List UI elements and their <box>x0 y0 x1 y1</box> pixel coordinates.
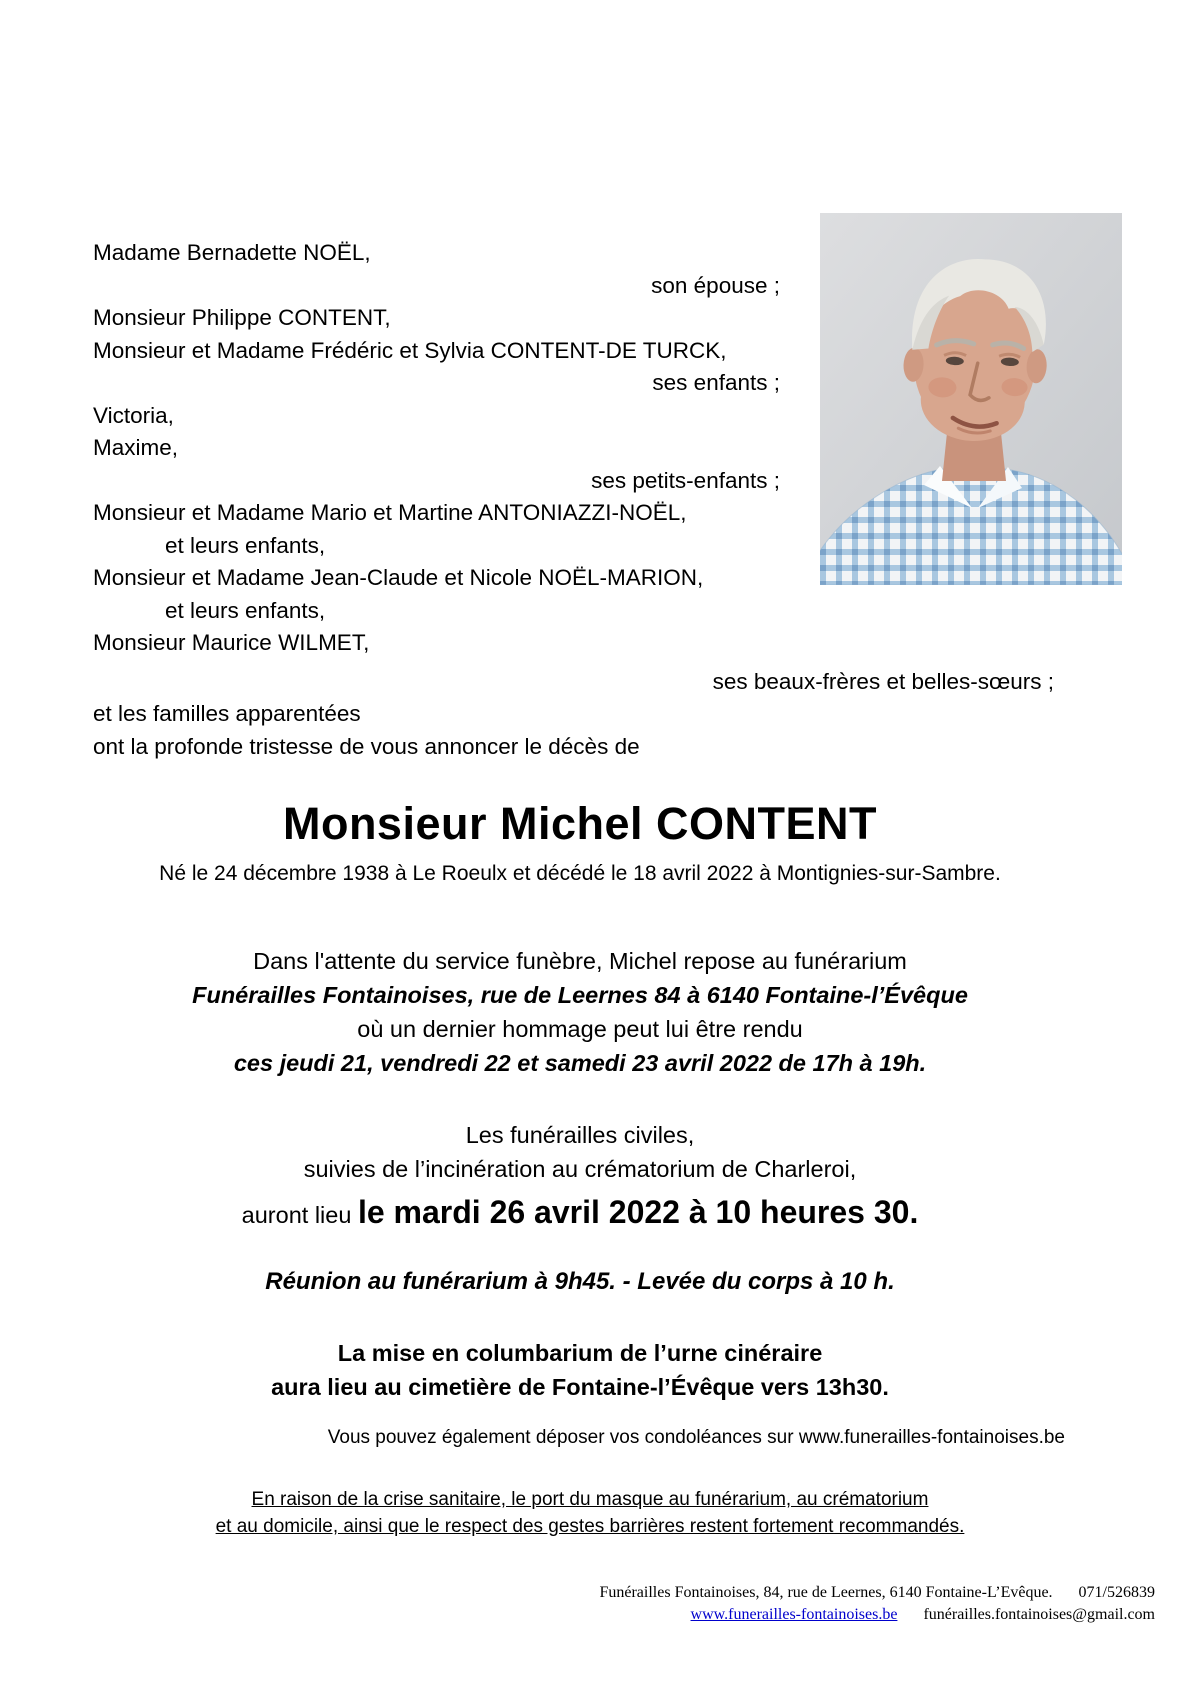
funeral-home-footer <box>599 1582 1155 1626</box>
columbarium-line: aura lieu au cimetière de Fontaine-l’Évêque vers 13h30. <box>271 1374 889 1400</box>
family-line: Monsieur et Madame Mario et Martine ANTONIAZZI-NOËL, <box>93 500 687 525</box>
footer-address: Funérailles Fontainoises, 84, rue de Leernes, 6140 Fontaine-L’Evêque. <box>599 1584 1053 1601</box>
relation-label: ses petits-enfants ; <box>591 467 780 493</box>
footer-website-link[interactable]: www.funerailles-fontainoises.be <box>690 1606 898 1623</box>
deceased-name: Monsieur Michel CONTENT <box>282 798 878 849</box>
announcement-line: ont la profonde tristesse de vous annoncer le décès de <box>93 733 640 759</box>
footer-email: funérailles.fontainoises@gmail.com <box>923 1606 1155 1623</box>
sanitary-notice <box>10 1486 1170 1540</box>
funeral-datetime-line <box>0 1190 1160 1237</box>
cremation-info: suivies de l’incinération au crématorium de Charleroi, <box>303 1156 857 1182</box>
family-line: Monsieur et Madame Frédéric et Sylvia CONTENT-DE TURCK, <box>93 337 727 363</box>
columbarium-line: La mise en columbarium de l’urne cinéraire <box>337 1340 823 1366</box>
funeral-info <box>0 1118 1160 1237</box>
family-line: Victoria, <box>93 402 174 428</box>
family-line-indented: et leurs enfants, <box>165 597 326 623</box>
relation-label: son épouse ; <box>651 272 780 298</box>
wake-tribute: où un dernier hommage peut lui être rendu <box>357 1016 803 1042</box>
family-line: Monsieur Maurice WILMET, <box>93 630 370 655</box>
meeting-info: Réunion au funérarium à 9h45. - Levée du corps à 10 h. <box>265 1268 895 1295</box>
sanitary-line: En raison de la crise sanitaire, le port du masque au funérarium, au crématorium <box>251 1489 929 1510</box>
funeral-home-address: Funérailles Fontainoises, rue de Leernes 84 à 6140 Fontaine-l’Évêque <box>192 982 968 1008</box>
family-list <box>93 237 1054 763</box>
wake-schedule: ces jeudi 21, vendredi 22 et samedi 23 avril 2022 de 17h à 19h. <box>233 1050 927 1076</box>
family-line: Maxime, <box>93 435 179 460</box>
life-dates: Né le 24 décembre 1938 à Le Roeulx et décédé le 18 avril 2022 à Montignies-sur-Sambre. <box>159 862 1001 885</box>
funeral-datetime: le mardi 26 avril 2022 à 10 heures 30. <box>357 1194 919 1230</box>
condolences-note: Vous pouvez également déposer vos condoléances sur www.funerailles-fontainoises.be <box>327 1427 1065 1448</box>
relation-label: ses beaux-frères et belles-sœurs ; <box>712 668 1054 694</box>
family-line: Madame Bernadette NOËL, <box>93 240 371 265</box>
funeral-type: Les funérailles civiles, <box>465 1122 695 1148</box>
funeral-datetime-prefix: auront lieu <box>241 1202 358 1228</box>
footer-phone: 071/526839 <box>1078 1584 1155 1601</box>
columbarium-info <box>0 1336 1160 1404</box>
family-line: Monsieur et Madame Jean-Claude et Nicole NOËL-MARION, <box>93 565 704 590</box>
family-line: et les familles apparentées <box>93 701 361 726</box>
footer-address-line <box>599 1582 1155 1604</box>
sanitary-line: et au domicile, ainsi que le respect des gestes barrières restent fortement recommandés. <box>215 1516 965 1537</box>
family-line: Monsieur Philippe CONTENT, <box>93 305 391 330</box>
wake-intro: Dans l'attente du service funèbre, Michel repose au funérarium <box>253 948 907 974</box>
wake-info <box>0 944 1160 1080</box>
footer-contact-line <box>599 1604 1155 1626</box>
family-line-indented: et leurs enfants, <box>165 532 326 558</box>
relation-label: ses enfants ; <box>652 370 780 395</box>
